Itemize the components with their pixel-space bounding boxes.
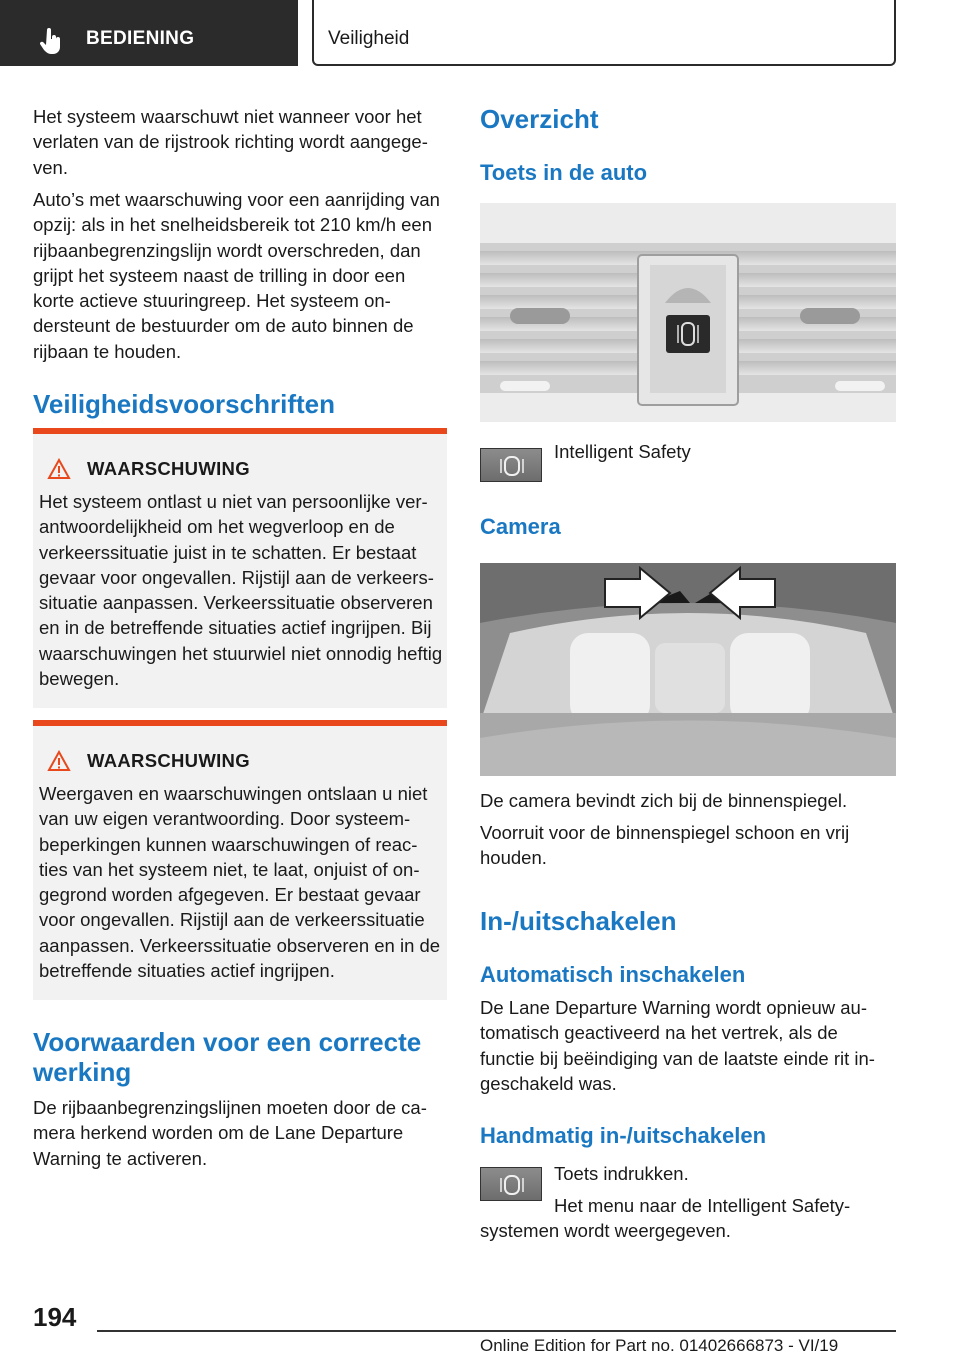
warning-label: WAARSCHUWING [87, 750, 250, 771]
heading-manual: Handmatig in-/uitschakelen [480, 1123, 767, 1148]
paragraph-auto-on: De Lane Departure Warning wordt opnieuw au-tomatisch geactiveerd na het vertrek, als de functie bij beëindiging van de laatste einde rit in-geschakeld was. [480, 997, 875, 1094]
footer-divider [97, 1330, 896, 1332]
paragraph-camera-location: De camera bevindt zich bij de binnenspiegel. [480, 790, 848, 811]
heading-button-in-car: Toets in de auto [480, 160, 648, 185]
hand-pointer-icon [40, 28, 62, 54]
photo-dashboard-button [480, 203, 896, 422]
page-number: 194 [33, 1302, 77, 1332]
chapter-title: Veiligheid [328, 28, 410, 49]
photo-camera-location [480, 563, 896, 776]
edition-note: Online Edition for Part no. 01402666873 - VI/19 [480, 1336, 839, 1355]
heading-camera: Camera [480, 514, 561, 539]
heading-auto-on: Automatisch inschakelen [480, 962, 746, 987]
heading-switch: In-/uitschakelen [480, 906, 677, 936]
warning-triangle-icon [47, 458, 71, 480]
paragraph-menu-shown-2: systemen wordt weergegeven. [480, 1220, 731, 1241]
warning-box-1 [33, 428, 447, 708]
paragraph-intro: Het systeem waarschuwt niet wanneer voor het verlaten van de rijstrook richting wordt aangege-ven. [33, 106, 428, 178]
section-tab [0, 0, 298, 66]
warning-text: Het systeem ontlast u niet van persoonlijke ver-antwoordelijkheid om het wegverloop en de verkeerssituatie juist in te schatten. Er bestaat gevaar voor ongevallen. Rijstijl aan de verkeers-situatie aanpassen. Verkeerssituatie observeren en in de betreffende situaties actief ingrijpen. Bij waarschuwingen het stuurwiel niet onnodig heftig bewegen. [39, 491, 443, 690]
warning-text: Weergaven en waarschuwingen ontslaan u niet van uw eigen verantwoording. Door systeem-beperkingen kunnen waarschuwingen of reac-ties van het systeem niet, te laat, onjuist of on-gegrond worden afgegeven. Er bestaat gevaar voor ongevallen. Rijstijl aan de verkeerssituatie aanpassen. Verkeerssituatie observeren en in de betreffende situaties actief ingrijpen. [39, 783, 441, 982]
intelligent-safety-button-icon [480, 448, 542, 482]
paragraph-menu-shown-1: Het menu naar de Intelligent Safety- [554, 1195, 851, 1216]
chapter-header [312, 0, 896, 66]
heading-safety: Veiligheidsvoorschriften [33, 389, 335, 419]
paragraph-side-collision: Auto’s met waarschuwing voor een aanrijding van opzij: als in het snelheidsbereik tot 210 km/h een rijbaanbegrenzingslijn wordt overschreden, dan grijpt het systeem naast de trilling in door een korte actieve stuuringreep. Het systeem on-dersteunt de bestuurder om de auto binnen de rijbaan te houden. [33, 189, 440, 362]
intelligent-safety-button-icon [480, 1167, 542, 1201]
paragraph-press-button: Toets indrukken. [554, 1163, 689, 1184]
warning-label: WAARSCHUWING [87, 458, 250, 479]
button-caption: Intelligent Safety [554, 441, 691, 462]
warning-triangle-icon [47, 750, 71, 772]
heading-conditions: Voorwaarden voor een correcte werking [33, 1027, 422, 1087]
heading-overview: Overzicht [480, 104, 599, 134]
section-label: BEDIENING [86, 28, 195, 49]
paragraph-camera-clean: Voorruit voor de binnenspiegel schoon en vrij houden. [480, 822, 850, 869]
warning-box-2 [33, 720, 447, 1000]
paragraph-conditions: De rijbaanbegrenzingslijnen moeten door de ca-mera herkend worden om de Lane Departure Warning te activeren. [33, 1097, 427, 1169]
